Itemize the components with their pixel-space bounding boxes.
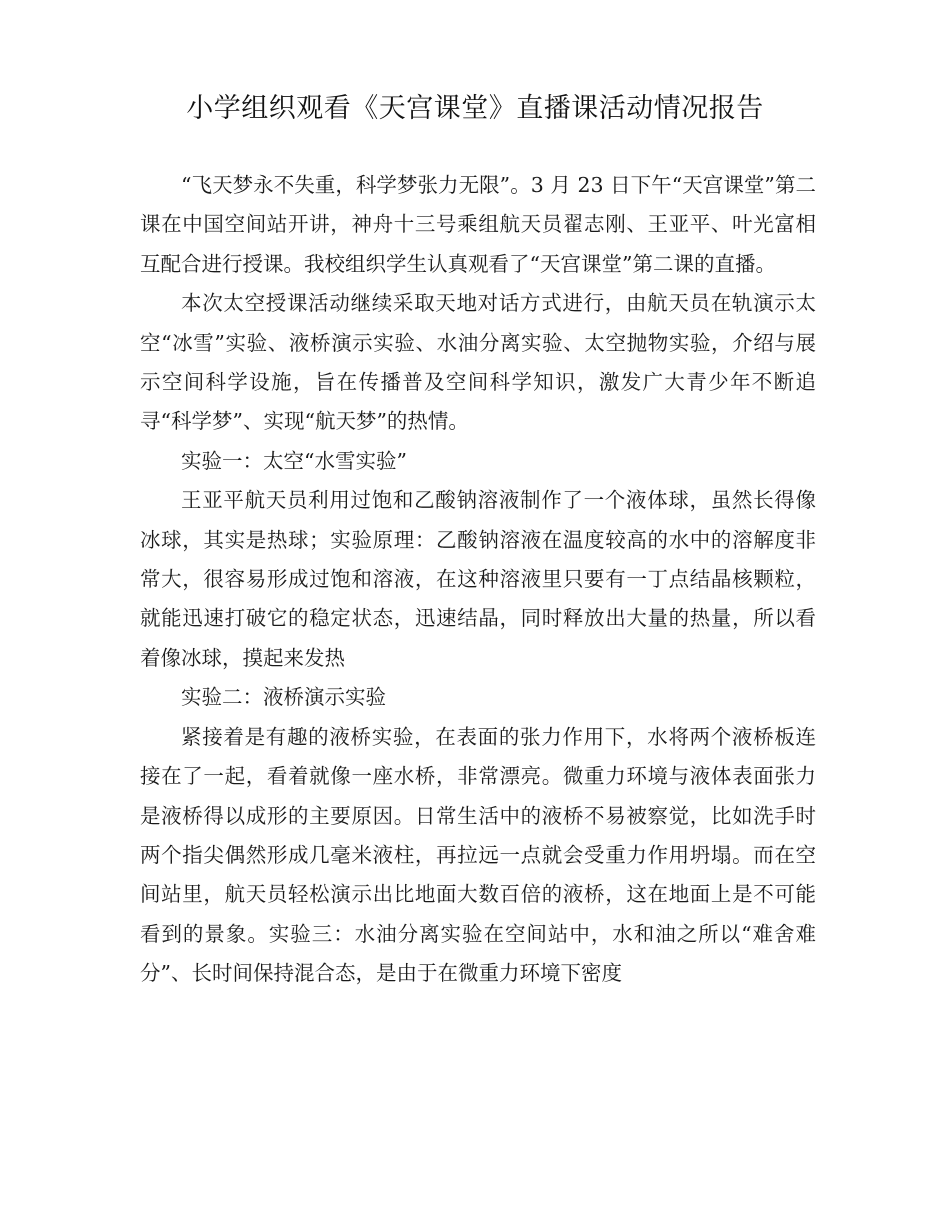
paragraph-overview: 本次太空授课活动继续采取天地对话方式进行，由航天员在轨演示太空“冰雪”实验、液桥演示实验、水油分离实验、太空抛物实验，介绍与展示空间科学设施，旨在传播普及空间科学知识，激发广大青少年不断追寻“科学梦”、实现“航天梦”的热情。 [140, 291, 816, 434]
heading-experiment-2: 实验二：液桥演示实验 [181, 685, 386, 710]
document-title: 小学组织观看《天宫课堂》直播课活动情况报告 [186, 93, 764, 124]
document-body [140, 166, 816, 994]
paragraph-intro: “飞天梦永不失重，科学梦张力无限”。3 月 23 日下午“天宫课堂”第二课在中国空间站开讲，神舟十三号乘组航天员翟志刚、王亚平、叶光富相互配合进行授课。我校组织学生认真观看了“天宫课堂”第二课的直播。 [140, 173, 816, 276]
paragraph-experiment-2: 紧接着是有趣的液桥实验，在表面的张力作用下，水将两个液桥板连接在了一起，看着就像一座水桥，非常漂亮。微重力环境与液体表面张力是液桥得以成形的主要原因。日常生活中的液桥不易被察觉，比如洗手时两个指尖偶然形成几毫米液柱，再拉远一点就会受重力作用坍塌。而在空间站里，航天员轻松演示出比地面大数百倍的液桥，这在地面上是不可能看到的景象。实验三：水油分离实验在空间站中，水和油之所以“难舍难分”、长时间保持混合态，是由于在微重力环境下密度 [140, 724, 816, 986]
heading-experiment-1: 实验一：太空“水雪实验” [181, 448, 407, 473]
paragraph-experiment-1: 王亚平航天员利用过饱和乙酸钠溶液制作了一个液体球，虽然长得像冰球，其实是热球；实验原理：乙酸钠溶液在温度较高的水中的溶解度非常大，很容易形成过饱和溶液，在这种溶液里只要有一丁点结晶核颗粒，就能迅速打破它的稳定状态，迅速结晶，同时释放出大量的热量，所以看着像冰球，摸起来发热 [140, 488, 816, 670]
